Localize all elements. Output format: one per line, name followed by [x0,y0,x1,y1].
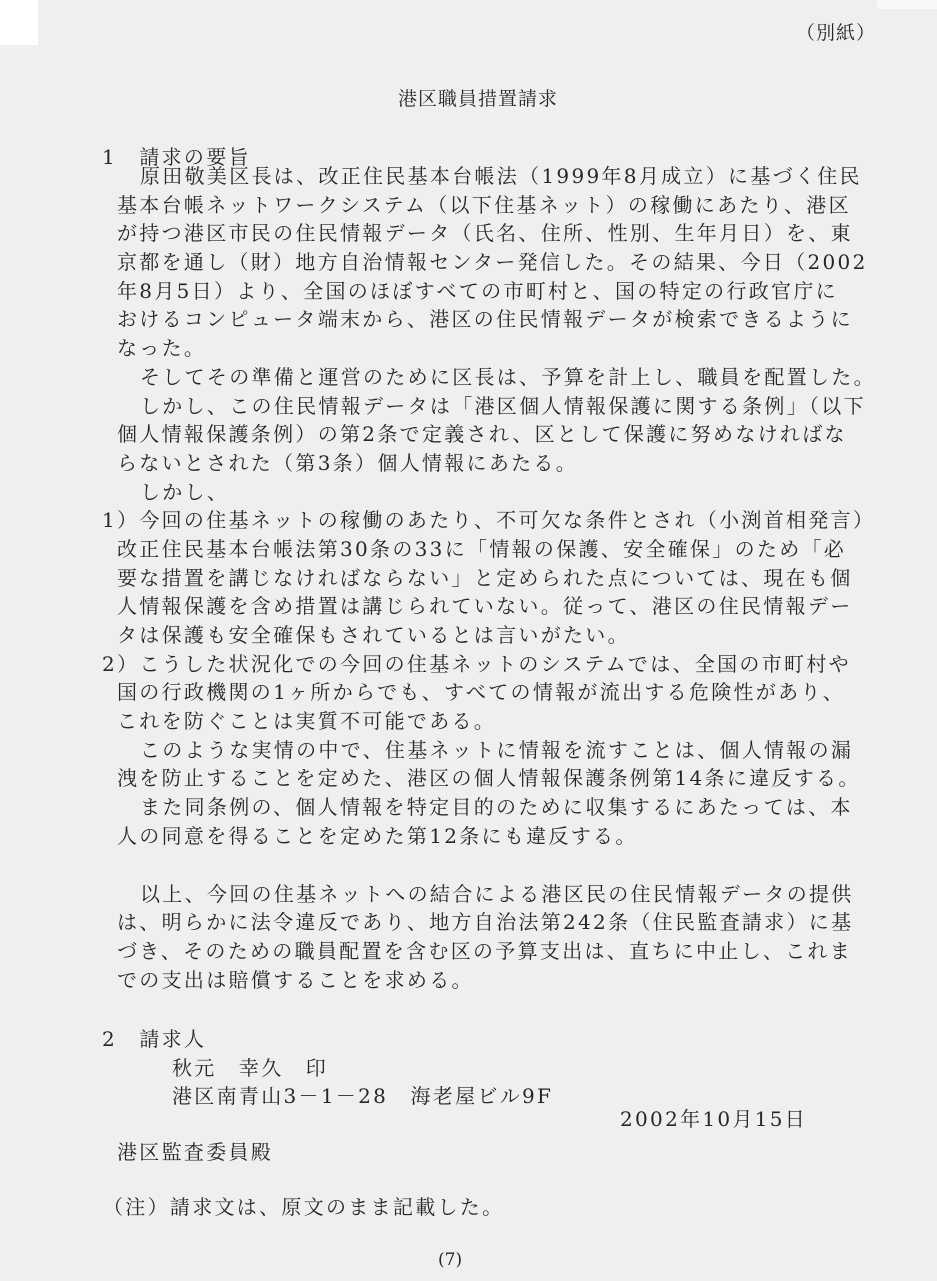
item1-line: タは保護も安全確保もされているとは言いがたい。 [117,623,630,647]
para3-line: しかし、この住民情報データは「港区個人情報保護に関する条例」（以下 [140,394,866,418]
para3-line: 個人情報保護条例）の第2条で定義され、区として保護に努めなければな [117,422,847,446]
item1-line: 改正住民基本台帳法第30条の33に「情報の保護、安全確保」のため「必 [117,537,847,561]
para1-line: なった。 [117,336,207,360]
item1-line: 要な措置を講じなければならない」と定められた点については、現在も個 [117,566,853,590]
conclusion-line: は、明らかに法令違反であり、地方自治法第242条（住民監査請求）に基 [117,910,854,934]
para1-line: 基本台帳ネットワークシステム（以下住基ネット）の稼働にあたり、港区 [117,193,851,217]
item1-line: 1）今回の住基ネットの稼働のあたり、不可欠な条件とされ（小渕首相発言） [102,508,876,532]
note: （注）請求文は、原文のまま記載した。 [103,1195,505,1219]
request-date: 2002年10月15日 [620,1107,808,1131]
conclusion-line: 以上、今回の住基ネットへの結合による港区民の住民情報データの提供 [140,882,854,906]
document-title: 港区職員措置請求 [398,88,559,110]
section1-heading: 1 請求の要旨 [102,145,251,169]
conclusion-line: づき、そのための職員配置を含む区の予算支出は、直ちに中止し、これま [117,939,853,963]
para1-line: 京都を通し（財）地方自治情報センター発信した。その結果、今日（2002 [117,250,868,274]
para5-line: 洩を防止することを定めた、港区の個人情報保護条例第14条に違反する。 [117,766,861,790]
page-number: (7) [438,1250,463,1270]
para1-line: 年8月5日）より、全国のほぼすべての市町村と、国の特定の行政官庁に [117,279,838,303]
claimant-name: 秋元 幸久 印 [172,1056,329,1080]
item1-line: 人情報保護を含め措置は講じられていない。従って、港区の住民情報デー [117,594,853,618]
para6-line: また同条例の、個人情報を特定目的のために収集するにあたっては、本 [140,795,853,819]
item2-line: 国の行政機関の1ヶ所からでも、すべての情報が流出する危険性があり、 [117,680,846,704]
conclusion-line: での支出は賠償することを求める。 [117,968,474,992]
para3-line: らないとされた（第3条）個人情報にあたる。 [117,451,579,475]
addressee: 港区監査委員殿 [117,1140,274,1164]
scan-edge [877,0,937,9]
para6-line: 人の同意を得ることを定めた第12条にも違反する。 [117,824,638,848]
item2-line: これを防ぐことは実質不可能である。 [117,709,497,733]
para5-line: このような実情の中で、住基ネットに情報を流すことは、個人情報の漏 [140,738,854,762]
scan-corner [0,0,38,45]
claimant-address: 港区南青山3－1－28 海老屋ビル9F [172,1084,554,1108]
para4-line: しかし、 [140,480,230,504]
section2-heading: 2 請求人 [102,1027,207,1051]
para2-line: そしてその準備と運営のために区長は、予算を計上し、職員を配置した。 [140,365,876,389]
para1-line: 原田敬美区長は、改正住民基本台帳法（1999年8月成立）に基づく住民 [140,164,862,188]
para1-line: おけるコンピュータ端末から、港区の住民情報データが検索できるように [117,307,853,331]
item2-line: 2）こうした状況化での今回の住基ネットのシステムでは、全国の市町村や [102,652,851,676]
para1-line: が持つ港区市民の住民情報データ（氏名、住所、性別、生年月日）を、東 [117,221,853,245]
attachment-label: （別紙） [796,22,877,44]
